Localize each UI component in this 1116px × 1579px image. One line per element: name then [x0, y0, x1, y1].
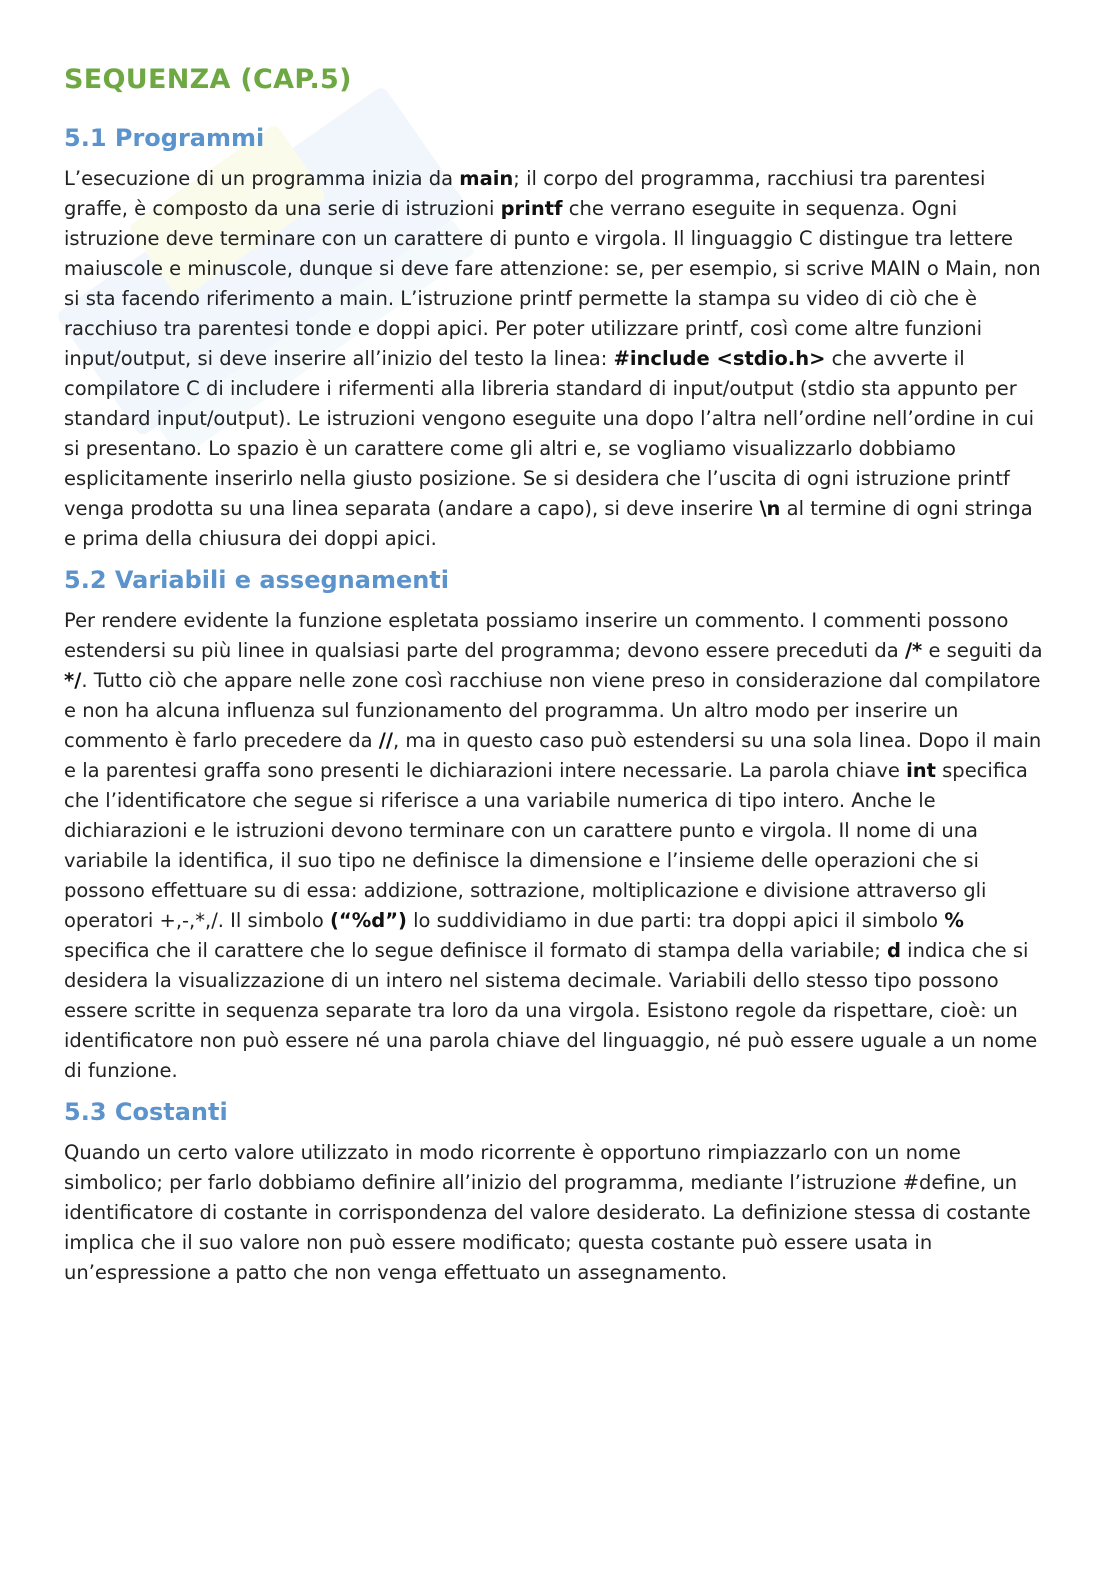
section-variabili: [64, 562, 1046, 1086]
section-costanti: [64, 1094, 1046, 1288]
section-paragraph: Per rendere evidente la funzione espletata possiamo inserire un commento. I commenti possono estendersi su più linee in qualsiasi parte del programma; devono essere preceduti da /* e seguiti da */. Tutto ciò che appare nelle zone così racchiuse non viene preso in considerazione dal compilatore e non ha alcuna influenza sul funzionamento del programma. Un altro modo per inserire un commento è farlo precedere da //, ma in questo caso può estendersi su una sola linea. Dopo il main e la parentesi graffa sono presenti le dichiarazioni intere necessarie. La parola chiave int specifica che l’identificatore che segue si riferisce a una variabile numerica di tipo intero. Anche le dichiarazioni e le istruzioni devono terminare con un carattere punto e virgola. Il nome di una variabile la identifica, il suo tipo ne definisce la dimensione e l’insieme delle operazioni che si possono effettuare su di essa: addizione, sottrazione, moltiplicazione e divisione attraverso gli operatori +,-,*,/. Il simbolo (“%d”) lo suddividiamo in due parti: tra doppi apici il simbolo % specifica che il carattere che lo segue definisce il formato di stampa della variabile; d indica che si desidera la visualizzazione di un intero nel sistema decimale. Variabili dello stesso tipo possono essere scritte in sequenza separate tra loro da una virgola. Esistono regole da rispettare, cioè: un identificatore non può essere né una parola chiave del linguaggio, né può essere uguale a un nome di funzione.: [64, 609, 1043, 1082]
bold-term: main: [459, 167, 514, 190]
bold-term: d: [886, 939, 901, 962]
bold-term: %: [944, 909, 964, 932]
section-heading: 5.1 Programmi: [64, 124, 265, 152]
bold-term: (“%d”): [329, 909, 407, 932]
bold-term: int: [906, 759, 936, 782]
section-heading: 5.2 Variabili e assegnamenti: [64, 566, 450, 594]
document-page: [64, 60, 1046, 1296]
document-title: SEQUENZA (CAP.5): [64, 64, 352, 95]
section-heading: 5.3 Costanti: [64, 1098, 228, 1126]
section-programmi: [64, 120, 1046, 554]
bold-term: */: [64, 669, 82, 692]
bold-term: #include <stdio.h>: [613, 347, 826, 370]
bold-term: \n: [759, 497, 781, 520]
section-paragraph: L’esecuzione di un programma inizia da main; il corpo del programma, racchiusi tra parentesi graffe, è composto da una serie di istruzioni printf che verrano eseguite in sequenza. Ogni istruzione deve terminare con un carattere di punto e virgola. Il linguaggio C distingue tra lettere maiuscole e minuscole, dunque si deve fare attenzione: se, per esempio, si scrive MAIN o Main, non si sta facendo riferimento a main. L’istruzione printf permette la stampa su video di ciò che è racchiuso tra parentesi tonde e doppi apici. Per poter utilizzare printf, così come altre funzioni input/output, si deve inserire all’inizio del testo la linea: #include <stdio.h> che avverte il compilatore C di includere i rifermenti alla libreria standard di input/output (stdio sta appunto per standard input/output). Le istruzioni vengono eseguite una dopo l’altra nell’ordine nell’ordine in cui si presentano. Lo spazio è un carattere come gli altri e, se vogliamo visualizzarlo dobbiamo esplicitamente inserirlo nella giusto posizione. Se si desidera che l’uscita di ogni istruzione printf venga prodotta su una linea separata (andare a capo), si deve inserire \n al termine di ogni stringa e prima della chiusura dei doppi apici.: [64, 167, 1041, 550]
section-paragraph: Quando un certo valore utilizzato in modo ricorrente è opportuno rimpiazzarlo con un nome simbolico; per farlo dobbiamo definire all’inizio del programma, mediante l’istruzione #define, un identificatore di costante in corrispondenza del valore desiderato. La definizione stessa di costante implica che il suo valore non può essere modificato; questa costante può essere usata in un’espressione a patto che non venga effettuato un assegnamento.: [64, 1141, 1031, 1284]
bold-term: /*: [904, 639, 923, 662]
bold-term: printf: [500, 197, 563, 220]
bold-term: //: [378, 729, 393, 752]
